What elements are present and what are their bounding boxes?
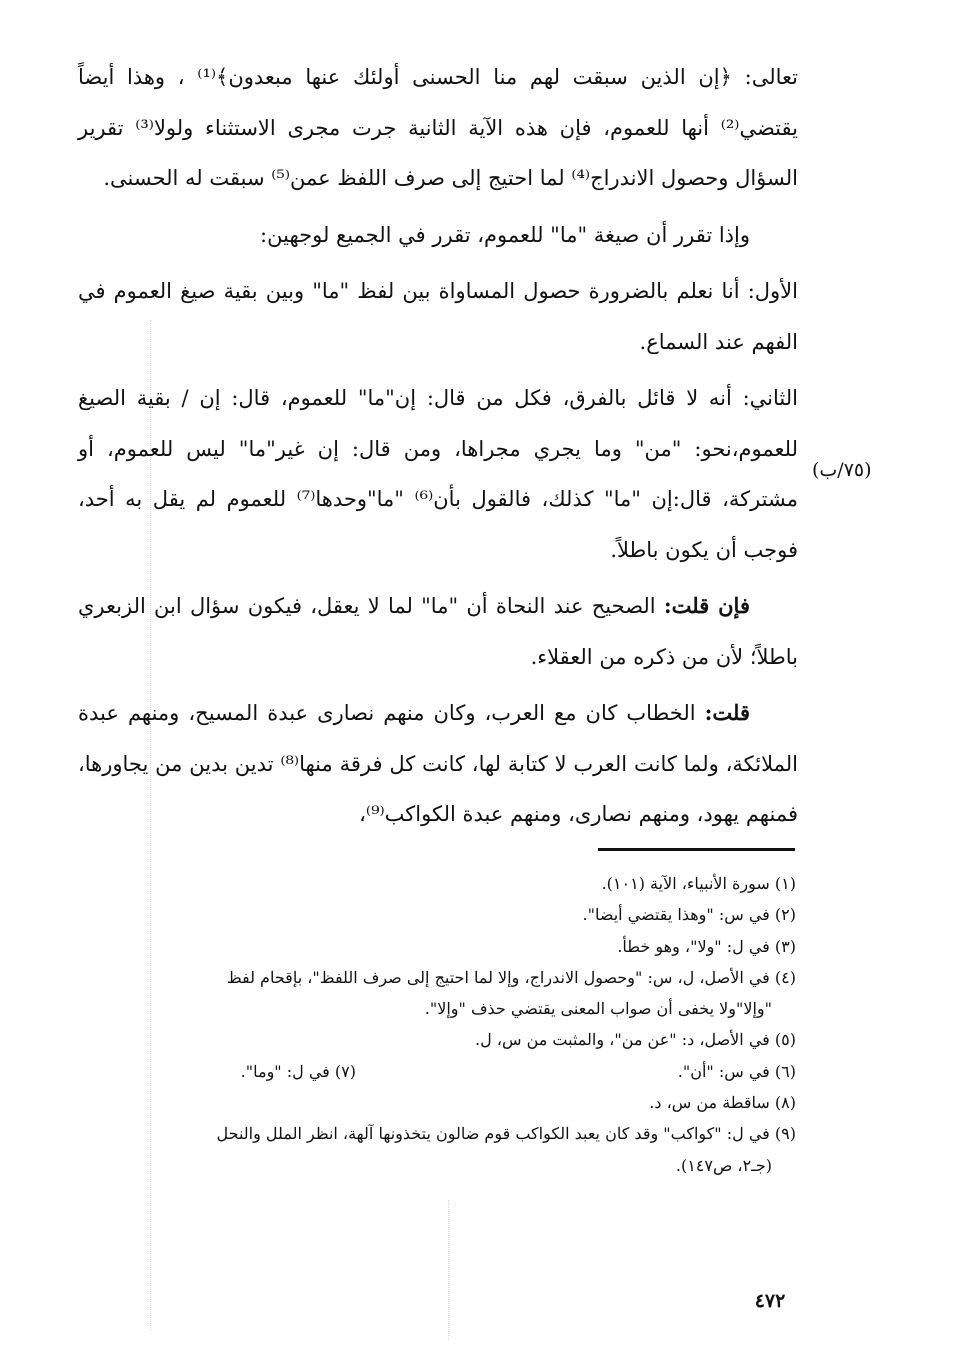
footnote: (٣) في ل: "ولا"، وهو خطأ.	[617, 936, 796, 956]
paragraph: وإذا تقرر أن صيغة "ما" للعموم، تقرر في الجميع لوجهين:	[260, 222, 750, 247]
paragraph	[78, 688, 798, 840]
footnote: (٩) في ل: "كواكب" وقد كان يعبد الكواكب قوم ضالون يتخذونها آلهة، انظر الملل والنحل	[216, 1124, 796, 1144]
footnote: (٨) ساقطة من س، د.	[649, 1093, 796, 1113]
reply-label: قلت:	[704, 700, 750, 725]
paragraph-text: الصحيح عند النحاة أن "ما" لما لا يعقل، فيكون سؤال ابن الزبعري باطلاً؛ لأن من ذكره من العقلاء.	[78, 594, 798, 669]
page-number: ٤٧٢	[754, 1290, 786, 1312]
footnote: (٢) في س: "وهذا يقتضي أيضا".	[582, 905, 796, 925]
paragraph	[78, 581, 798, 682]
footnote: (٦) في س: "أن".	[677, 1061, 796, 1081]
footnote: (٥) في الأصل، د: "عن من"، والمثبت من س، ل.	[475, 1030, 796, 1050]
footnote: (٧) في ل: "وما".	[240, 1061, 356, 1081]
footnote: (١) سورة الأنبياء، الآية (١٠١).	[601, 874, 796, 893]
paragraph: الأول: أنا نعلم بالضرورة حصول المساواة بين لفظ "ما" وبين بقية صيغ العموم في الفهم عند السماع.	[78, 279, 798, 354]
footnote-pair	[86, 1056, 796, 1087]
main-text	[78, 52, 798, 840]
paragraph: تعالى: ﴿إن الذين سبقت لهم منا الحسنى أولئك عنها مبعدون﴾⁽¹⁾ ، وهذا أيضاً يقتضي⁽²⁾ أنها للعموم، فإن هذه الآية الثانية جرت مجرى الاستثناء ولولا⁽³⁾ تقرير السؤال وحصول الاندراج⁽⁴⁾ لما احتيج إلى صرف اللفظ عمن⁽⁵⁾ سبقت له الحسنى.	[78, 65, 798, 190]
paragraph: الثاني: أنه لا قائل بالفرق، فكل من قال: إن"ما" للعموم، قال: إن / بقية الصيغ للعموم،نحو: "من" وما يجري مجراها، ومن قال: إن غير"ما" ليس للعموم، أو مشتركة، قال:إن "ما" كذلك، فالقول بأن⁽⁶⁾ "ما"وحدها⁽⁷⁾ للعموم لم يقل به أحد، فوجب أن يكون باطلاً.	[78, 386, 799, 562]
footnote-separator	[598, 848, 795, 851]
footnote: (٤) في الأصل، ل، س: "وحصول الاندراج، وإلا لما احتيج إلى صرف اللفظ"، بإقحام لفظ	[226, 967, 796, 987]
footnote-continuation: (جـ٢، ص١٤٧).	[675, 1155, 772, 1175]
folio-margin-note: (٧٥/ب)	[812, 459, 872, 481]
footnote-continuation: "وإلا"ولا يخفى أن صواب المعنى يقتضي حذف "وإلا".	[424, 999, 772, 1019]
objection-label: فإن قلت:	[663, 593, 750, 618]
paragraph-text: الخطاب كان مع العرب، وكان منهم نصارى عبدة المسيح، ومنهم عبدة الملائكة، ولما كانت العرب لا كتابة لها، كانت كل فرقة منها⁽⁸⁾ تدين بدين من يجاورها، فمنهم يهود، ومنهم نصارى، ومنهم عبدة الكواكب⁽⁹⁾،	[78, 701, 798, 826]
footnotes	[86, 868, 796, 1181]
scan-guide-line	[448, 1200, 450, 1340]
